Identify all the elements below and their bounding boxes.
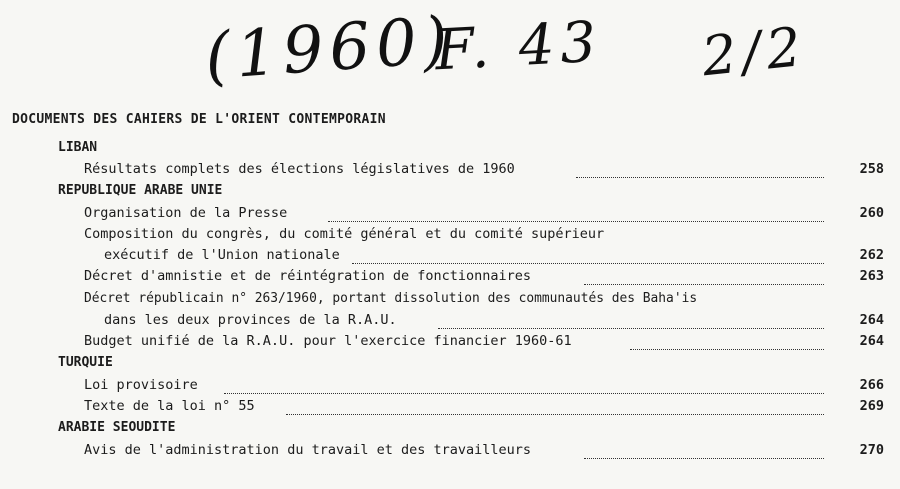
toc-entry[interactable] — [84, 205, 884, 225]
section-heading-turquie: TURQUIE — [58, 355, 113, 370]
handwritten-annotations — [0, 0, 900, 110]
toc-entry[interactable] — [84, 291, 884, 311]
dot-leader — [352, 247, 824, 264]
entry-title: Loi provisoire — [84, 377, 198, 393]
entry-title: Texte de la loi n° 55 — [84, 398, 255, 414]
section-heading-arabie-seoudite: ARABIE SEOUDITE — [58, 420, 176, 435]
toc-entry[interactable] — [84, 398, 884, 418]
dot-leader — [224, 377, 824, 394]
toc-entry[interactable] — [84, 442, 884, 462]
handwritten-part-number: 2/2 — [698, 14, 810, 89]
entry-page: 266 — [859, 377, 884, 393]
dot-leader — [630, 333, 824, 350]
document-title: DOCUMENTS DES CAHIERS DE L'ORIENT CONTEMPORAIN — [12, 112, 386, 127]
toc-entry[interactable] — [84, 268, 884, 288]
entry-page: 263 — [859, 268, 884, 284]
section-heading-rau: REPUBLIQUE ARABE UNIE — [58, 183, 223, 198]
entry-title: Budget unifié de la R.A.U. pour l'exercice financier 1960-61 — [84, 333, 572, 349]
toc-entry[interactable] — [84, 226, 884, 246]
entry-title: Décret d'amnistie et de réintégration de fonctionnaires — [84, 268, 532, 284]
dot-leader — [584, 268, 824, 285]
entry-page: 260 — [859, 205, 884, 221]
toc-entry-continuation[interactable] — [84, 247, 884, 267]
section-heading-liban: LIBAN — [58, 140, 98, 155]
entry-page: 269 — [859, 398, 884, 414]
entry-title: Composition du congrès, du comité général et du comité supérieur — [84, 226, 605, 242]
entry-title: Organisation de la Presse — [84, 205, 288, 221]
entry-title-line2: dans les deux provinces de la R.A.U. — [104, 312, 397, 328]
entry-title: Décret républicain n° 263/1960, portant dissolution des communautés des Baha'is — [84, 291, 698, 306]
toc-entry[interactable] — [84, 377, 884, 397]
toc-entry-continuation[interactable] — [84, 312, 884, 332]
entry-title-line2: exécutif de l'Union nationale — [104, 247, 340, 263]
dot-leader — [328, 205, 824, 222]
dot-leader — [576, 161, 824, 178]
handwritten-folio: F. 43 — [433, 9, 604, 84]
entry-page: 262 — [859, 247, 884, 263]
handwritten-year: (1960) — [202, 3, 457, 95]
entry-page: 264 — [859, 333, 884, 349]
dot-leader — [286, 398, 824, 415]
entry-title: Avis de l'administration du travail et des travailleurs — [84, 442, 532, 458]
entry-page: 258 — [859, 161, 884, 177]
entry-title: Résultats complets des élections législatives de 1960 — [84, 161, 515, 177]
toc-entry[interactable] — [84, 161, 884, 181]
entry-page: 270 — [859, 442, 884, 458]
toc-entry[interactable] — [84, 333, 884, 353]
dot-leader — [438, 312, 824, 329]
entry-page: 264 — [859, 312, 884, 328]
dot-leader — [584, 442, 824, 459]
